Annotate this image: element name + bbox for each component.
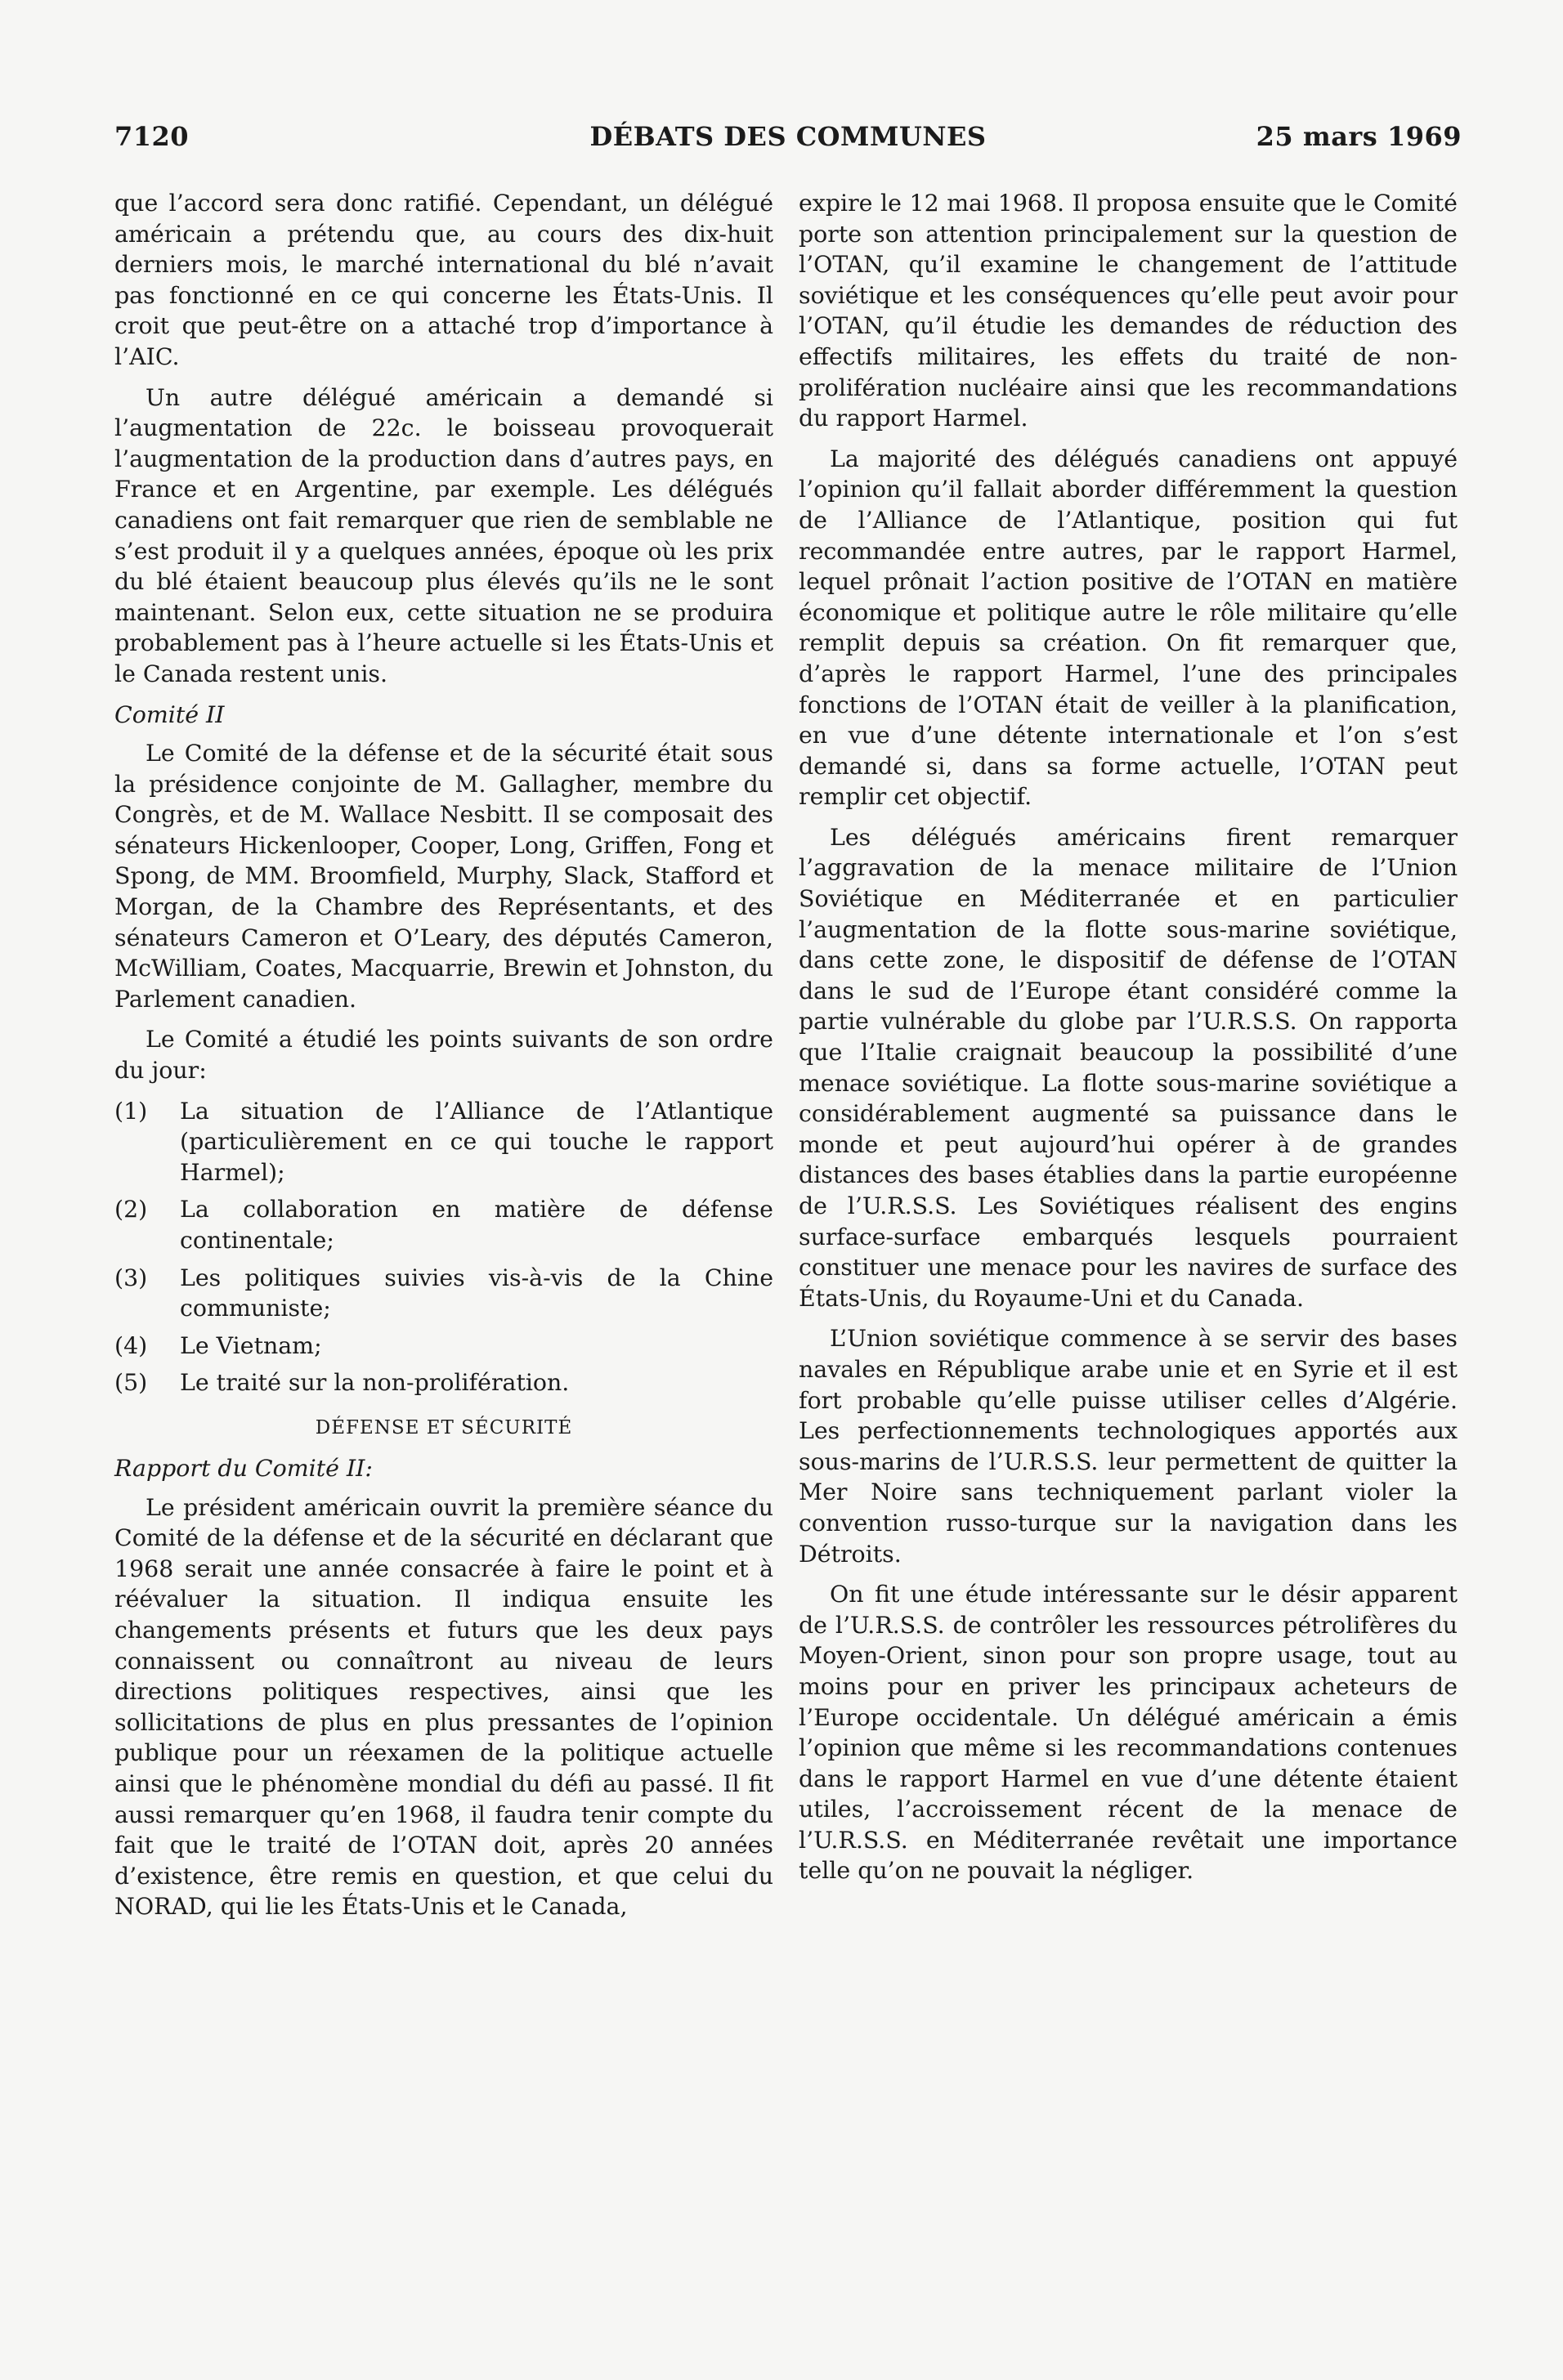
section-heading-defense: DÉFENSE ET SÉCURITÉ bbox=[315, 1416, 573, 1438]
paragraph: Les délégués américains firent remarquer l’aggravation de la menace militaire de l’Union Soviétique en Méditerranée et en particulier l’augmentation de la flotte sous-marine soviétique, dans cette zone, le dispositif de défense de l’OTAN dans le sud de l’Europe étant considéré comme la partie vulnérable du globe par l’U.R.S.S. On rapporta que l’Italie craignait beaucoup la possibilité d’une menace soviétique. La flotte sous-marine soviétique a considérablement augmenté sa puissance dans le monde et peut aujourd’hui opérer à de grandes distances des bases établies dans la partie européenne de l’U.R.S.S. Les Soviétiques réalisent des engins surface-surface embarqués lesquels pourraient constituer une menace pour les navires de surface des États-Unis, du Royaume-Uni et du Canada. bbox=[799, 823, 1458, 1312]
paragraph: que l’accord sera donc ratifié. Cependant, un délégué américain a prétendu que, au cours des dix-huit derniers mois, le marché international du blé n’avait pas fonctionné en ce qui concerne les États-Unis. Il croit que peut-être on a attaché trop d’importance à l’AIC. bbox=[114, 190, 773, 370]
section-heading-rapport: Rapport du Comité II: bbox=[114, 1454, 373, 1482]
agenda-list bbox=[114, 1096, 773, 1398]
paragraph: Le président américain ouvrit la première séance du Comité de la défense et de la sécurité en déclarant que 1968 serait une année consacrée à faire le point et à réévaluer la situation. Il indiqua ensuite les changements présents et futurs que les deux pays connaissent ou connaîtront au niveau de leurs directions politiques respectives, ainsi que les sollicitations de plus en plus pressantes de l’opinion publique pour un réexamen de la politique actuelle ainsi que le phénomène mondial du défi au passé. Il fit aussi remarquer qu’en 1968, il faudra tenir compte du fait que le traité de l’OTAN doit, après 20 années d’existence, être remis en question, et que celui du NORAD, qui lie les États-Unis et le Canada, bbox=[114, 1493, 773, 1921]
section-heading-comite-ii: Comité II bbox=[114, 700, 225, 728]
list-number: (5) bbox=[114, 1369, 148, 1397]
list-text: Le Vietnam; bbox=[180, 1331, 322, 1359]
list-text: La collaboration en matière de défense continentale; bbox=[180, 1196, 773, 1254]
list-number: (4) bbox=[114, 1331, 148, 1359]
issue-date: 25 mars 1969 bbox=[1256, 121, 1462, 152]
page-number: 7120 bbox=[114, 121, 190, 152]
paragraph: expire le 12 mai 1968. Il proposa ensuite que le Comité porte son attention principalement sur la question de l’OTAN, qu’il examine le changement de l’attitude soviétique et les conséquences qu’elle peut avoir pour l’OTAN, qu’il étudie les demandes de réduction des effectifs militaires, les effets du traité de non-prolifération nucléaire ainsi que les recommandations du rapport Harmel. bbox=[799, 190, 1458, 432]
left-column bbox=[114, 188, 773, 1932]
list-item bbox=[114, 1263, 773, 1324]
list-number: (2) bbox=[114, 1196, 148, 1224]
list-item bbox=[114, 1331, 773, 1362]
list-item bbox=[114, 1194, 773, 1255]
right-column bbox=[799, 188, 1458, 1896]
paragraph: On fit une étude intéressante sur le désir apparent de l’U.R.S.S. de contrôler les ressources pétrolifères du Moyen-Orient, sinon pour son propre usage, tout au moins pour en priver les principaux acheteurs de l’Europe occidentale. Un délégué américain a émis l’opinion que même si les recommandations contenues dans le rapport Harmel en vue d’une détente étaient utiles, l’accroissement récent de la menace de l’U.R.S.S. en Méditerranée revêtait une importance telle qu’on ne pouvait la négliger. bbox=[799, 1581, 1458, 1885]
list-text: Les politiques suivies vis-à-vis de la Chine communiste; bbox=[180, 1264, 773, 1322]
paragraph: Le Comité de la défense et de la sécurité était sous la présidence conjointe de M. Gallagher, membre du Congrès, et de M. Wallace Nesbitt. Il se composait des sénateurs Hickenlooper, Cooper, Long, Griffen, Fong et Spong, de MM. Broomfield, Murphy, Slack, Stafford et Morgan, de la Chambre des Représentants, et des sénateurs Cameron et O’Leary, des députés Cameron, McWilliam, Coates, Macquarrie, Brewin et Johnston, du Parlement canadien. bbox=[114, 740, 773, 1013]
page-header bbox=[114, 121, 1462, 159]
list-text: Le traité sur la non-prolifération. bbox=[180, 1369, 570, 1397]
list-item bbox=[114, 1096, 773, 1188]
list-text: La situation de l’Alliance de l’Atlantique (particulièrement en ce qui touche le rapport Harmel); bbox=[180, 1097, 773, 1186]
list-item bbox=[114, 1367, 773, 1398]
paragraph: L’Union soviétique commence à se servir des bases navales en République arabe unie et en Syrie et il est fort probable qu’elle puisse utiliser celles d’Algérie. Les perfectionnements technologiques apportés aux sous-marins de l’U.R.S.S. leur permettent de quitter la Mer Noire sans techniquement parlant violer la convention russo-turque sur la navigation dans les Détroits. bbox=[799, 1325, 1458, 1568]
paragraph: La majorité des délégués canadiens ont appuyé l’opinion qu’il fallait aborder différemment la question de l’Alliance de l’Atlantique, position qui fut recommandée entre autres, par le rapport Harmel, lequel prônait l’action positive de l’OTAN en matière économique et politique autre le rôle militaire qu’elle remplit depuis sa création. On fit remarquer que, d’après le rapport Harmel, l’une des principales fonctions de l’OTAN était de veiller à la planification, en vue d’une détente internationale et l’on s’est demandé si, dans sa forme actuelle, l’OTAN peut remplir cet objectif. bbox=[799, 445, 1458, 811]
list-number: (3) bbox=[114, 1264, 148, 1291]
paragraph: Un autre délégué américain a demandé si l’augmentation de 22c. le boisseau provoquerait l’augmentation de la production dans d’autres pays, en France et en Argentine, par exemple. Les délégués canadiens ont fait remarquer que rien de semblable ne s’est produit il y a quelques années, époque où les prix du blé étaient beaucoup plus élevés qu’ils ne le sont maintenant. Selon eux, cette situation ne se produira probablement pas à l’heure actuelle si les États-Unis et le Canada restent unis. bbox=[114, 383, 773, 687]
paragraph: Le Comité a étudié les points suivants de son ordre du jour: bbox=[114, 1026, 773, 1085]
publication-title: DÉBATS DES COMMUNES bbox=[589, 121, 987, 152]
list-number: (1) bbox=[114, 1097, 148, 1125]
